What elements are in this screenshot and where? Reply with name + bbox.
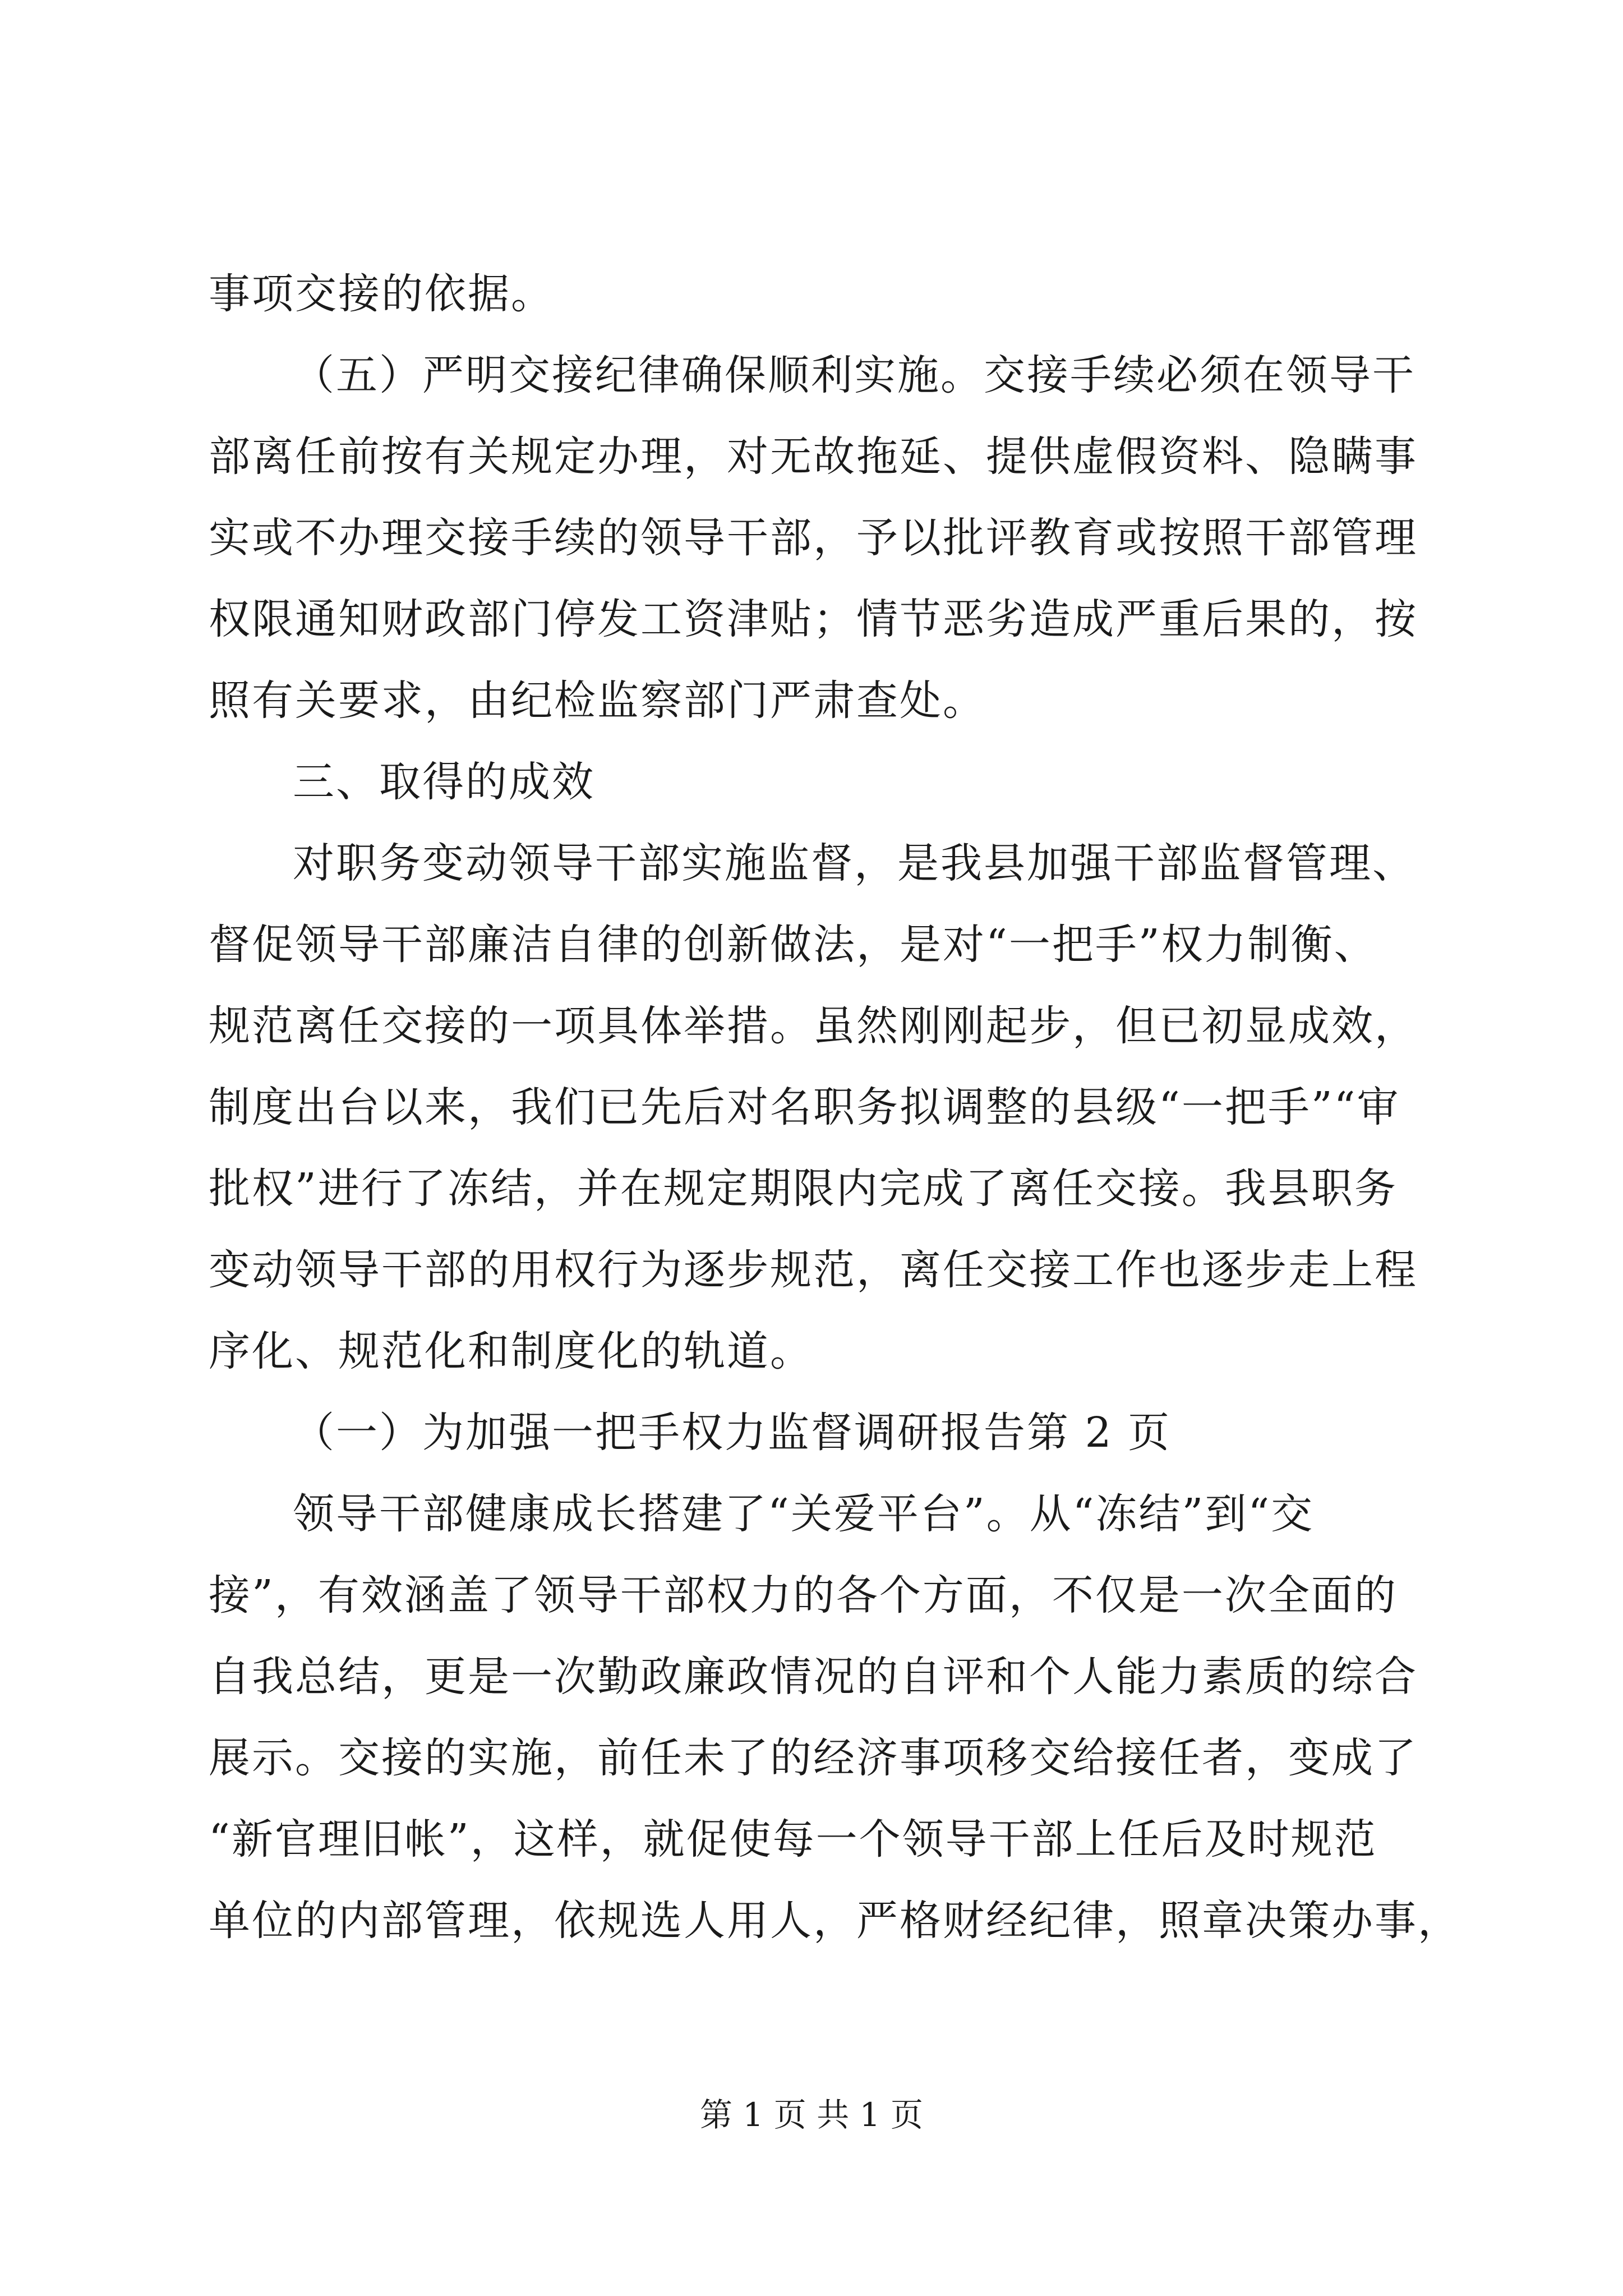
document-body — [209, 254, 1461, 1962]
page-footer: 第 1 页 共 1 页 — [700, 2096, 923, 2134]
text-line: 事项交接的依据。 — [209, 270, 554, 318]
text-line: 变动领导干部的用权行为逐步规范，离任交接工作也逐步走上程 — [209, 1246, 1418, 1294]
text-line: 对职务变动领导干部实施监督，是我县加强干部监督管理、 — [293, 839, 1415, 887]
text-line: 接”，有效涵盖了领导干部权力的各个方面，不仅是一次全面的 — [209, 1571, 1398, 1619]
text-line: （一）为加强一把手权力监督调研报告第 2 页 — [293, 1409, 1172, 1457]
text-line: 批权”进行了冻结，并在规定期限内完成了离任交接。我县职务 — [209, 1165, 1398, 1213]
text-line: 规范离任交接的一项具体举措。虽然刚刚起步，但已初显成效， — [209, 1002, 1418, 1050]
text-line: 自我总结，更是一次勤政廉政情况的自评和个人能力素质的综合 — [209, 1653, 1418, 1701]
text-line: 展示。交接的实施，前任未了的经济事项移交给接任者，变成了 — [209, 1734, 1418, 1782]
text-line: 序化、规范化和制度化的轨道。 — [209, 1327, 813, 1375]
text-line: 部离任前按有关规定办理，对无故拖延、提供虚假资料、隐瞒事 — [209, 432, 1418, 481]
text-line: 单位的内部管理，依规选人用人，严格财经纪律，照章决策办事， — [209, 1897, 1461, 1945]
text-line: “新官理旧帐”，这样，就促使每一个领导干部上任后及时规范 — [209, 1815, 1377, 1864]
text-line: 照有关要求，由纪检监察部门严肃查处。 — [209, 677, 986, 725]
text-line: 领导干部健康成长搭建了“关爱平台”。从“冻结”到“交 — [293, 1490, 1315, 1538]
text-line: 权限通知财政部门停发工资津贴；情节恶劣造成严重后果的，按 — [209, 595, 1418, 643]
text-line: 三、取得的成效 — [293, 758, 595, 806]
text-line: 制度出台以来，我们已先后对名职务拟调整的县级“一把手”“审 — [209, 1083, 1400, 1131]
text-line: 实或不办理交接手续的领导干部，予以批评教育或按照干部管理 — [209, 514, 1418, 562]
text-line: （五）严明交接纪律确保顺利实施。交接手续必须在领导干 — [293, 351, 1415, 399]
text-line: 督促领导干部廉洁自律的创新做法，是对“一把手”权力制衡、 — [209, 921, 1377, 969]
